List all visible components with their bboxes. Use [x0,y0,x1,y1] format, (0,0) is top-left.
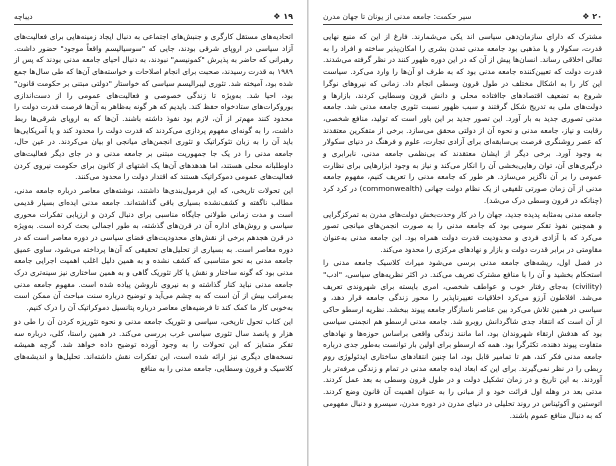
left-running-title: دیباچه [14,11,33,21]
left-page-header [14,10,293,25]
left-page-body [14,31,293,374]
right-page-body [323,31,602,421]
left-page-number: ۱۹ ❖ [273,11,293,21]
left-paragraph: این تحولات تاریخی، که این فرمول‌بندی‌ها داشتند، نوشته‌های معاصر درباره جامعه مدنی، مطالب ناگفته و کشف‌نشده بسیاری باقی گذاشته‌اند. جامعه مدنی ایده‌ای بسیار قدیمی است و مدت زمانی طولانی جایگاه مناسبی برای دنبال کردن و ارزیابی تفکرات محوری سیاسی و روش‌های اداره آن در قرن‌های گذشته، به طور اجمالی بحث کرده است. به‌ویژه در قرن هجدهم برخی از نقش‌های محدودیت‌های فضای سیاسی در دوره معاصر است که در دوره معاصر است. به بسیاری از تحلیل‌های تحقیقی که آن‌ها پرداخته می‌شود، ساوی عمیق جامعه مدنی به نحو متناسبی که کشف نشده و به همین دلیل اغلب اهمیت اجرایی جامعه مدنی بود که گونه ساختار و نقش یا کار تئوریک گاهی و به همین ساختاری نیز سینه‌تری درک جامعه مدنی نباید کنار گذاشته و به نیروی ناروشن پیاده شده است. مفهوم جامعه مدنی به‌مراتب بیش از آن است که به چشم می‌آید و توضیح درباره سنت مباحث آن ممکن است به‌خوبی کار ما کمک کند تا فرضیه‌های معاصر درباره پتانسیل دموکراتیک آن را درک کنیم. [14,186,293,313]
right-paragraph: جامعه مدنی به‌مثابه پدیده جدید، جهان را در کار وحدت‌بخش دولت‌های مدرن به تمرکزگرایی و همچنین نفوذ تفکر سومی بود که جامعه مدنی را به صورت انجمن‌های میانجی تصور می‌کرد که با آزادی فردی و محدودیت قدرت دولت همراه بود. این جامعه مدنی به‌عنوان مقاومتی در برابر قدرت دولت و بازار و نهادهای مرکزی را محدود می‌کند. [323,209,602,254]
left-paragraph: این کتاب تحول تاریخی، سیاسی و تئوریک جامعه مدنی و نحوه تئوریزه کردن آن را طی دو هزار و پانصد سال تئوری سیاسی غرب بررسی می‌کند. در همین راستا، کلی، درباره سه تفکر متمایز که این تحولات را به وجود آورده توضیح داده خواهد شد. گرچه همیشه نسخه‌های دیگری نیز ارائه شده است، این تفکرات نقش داشته‌اند. تحلیل‌ها و اندیشه‌های کلاسیک و قرون وسطایی، جامعه مدنی را به منافع [14,316,293,373]
left-paragraph: اتحادیه‌های مستقل کارگری و جنبش‌های اجتماعی به دنبال ایجاد زمینه‌هایی برای فعالیت‌های آزاد سیاسی در اروپای شرقی بودند، جایی که "سوسیالیسم واقعاً موجود" حضور داشت. رهبرانی که حاضر به پذیرش "کمونیسم" نبودند، به دنبال احیای جامعه مدنی بودند که پس از ۱۹۸۹ به قدرت رسیدند، صحبت برای انجام اصلاحات و خواسته‌های آن‌ها که طی سال‌ها جمع شده بود، آمیخته شد. تئوری لیبرالیسم سیاسی که خواستار "دولتی مبتنی بر حکومت قانون" بود، احیا شد. به‌ویژه تا زندگی خصوصی و فعالیت‌های عمومی را از دست‌اندازی بوروکرات‌های ستادخواه حفظ کند. بایدیم که هر گونه به‌ظاهر به آن‌ها فرصت قدرت دولت را محدود کنند مهم‌تر از آن، لازم بود نفوذ داشته باشند. آن‌ها که به اروپای شرقی‌ها ربط داشت، را به گونه‌ای مفهوم پردازی می‌کردند که قدرت دولت را محدود کند و یا آمریکایی‌ها باید آن را به زبان تئوکراتیک و تئوری انجمن‌های میانجی او بیان می‌کردند. در عین حال، جامعه مدنی را در یک جا جمهوریت مبتنی بر جامعه مدنی و در جای دیگر فعالیت‌های داوطلبانه محلی هستند، اما هدهدهای آن‌ها یک اشتهای از کانون برای حکومت نیروی کردن فعالیت‌های عمومی دموکراتیک هستند که اقتدار دولت را محدود می‌کنند. [14,32,293,182]
right-page [308,0,616,466]
right-paragraph: مشترک که دارای سازمان‌دهی سیاسی اند یکی می‌شمارند. فارغ از این که منبع نهایی قدرت، سکولار و یا مذهبی بود جامعه مدنی تمدن بشری را امکان‌پذیر ساخته و افراد را به تعالی اخلاقی رساند. انسان‌ها پیش از آن که در این دوره ظهور کنند در نظر گرفته می‌شدند. قدرت دولت که تعیین‌کننده جامعه مدنی بود که به طرف او آن‌ها را وارد می‌کرد. سیاست این کار را به اشکال مختلف در طول قرون وسطی انجام داد. زمانی که نیروهای نوگرا شروع به تضعیف اقتصادهای جاافتاده محلی و دانش قرون وسطایی کردند، بازارها و دولت‌های ملی به تدریج شکل گرفتند و سبب ظهور نسبت تئوری جامعه مدنی شد. جامعه مدنی تصوری جدید به بار آورد. این تصور جدید بر این باور است که تولید، منافع شخصی، رقابت و نیاز، جامعه مدنی و نحوه آن از دولتی محقق می‌سازد. برخی از متفکرین معتقدند که عصر روشنگری فرصت بی‌سابقه‌ای برای آزادی تجارت، علوم و فرهنگ در دنیای سکولار به وجود آورد. برخی دیگر از ایشان معتقدند که بی‌نظمی جامعه مدنی، نابرابری و درگیری‌های آن، توان رهایی‌بخشی آن را انکار می‌کند و نیاز به وجود ابزارهایی برای نظارت عمومی را بر آن ناگزیر می‌سازد. هر طور که جامعه مدنی را تعریف کنیم، مفهوم جامعه مدنی از آن زمان صورتی تلفیقی از یک نظام دولت جهانی (commonwealth) در کرد کرد (چنانکه در قرون وسطی درک می‌شد). [323,32,602,205]
right-paragraph: در فصل اول، ریشه‌های جامعه مدنی برسی می‌شود میراث کلاسیک جامعه مدنی را استحکام بخشید و آن را با منافع مشترک تعریف می‌کند. در اکثر نظریه‌های سیاسی، "ادب" (civility) به‌جای رفتار خوب و عواطف شخصی، امری بایسته برای شهروندی تعریف می‌شد. افلاطون آرزو می‌کرد اخلاقیات تغییرناپذیر را محور زندگی جامعه قرار دهد، و سیاسی در همین تلاش می‌کرد بین عناصر ناسازگار جامعه پیوند ببخشد. نظریه ارسطو حاکی از آن است که انتقاد جدی شاگردانش روبرو شد. جامعه مدنی ارسطو هم انجمنی سیاسی بود که هدفش ارتقاء شهروندان بود، اما مانند زندگی واقعی براساس حوزه‌ها و نهادهای متفاوت پیوند دهنده، تکثرگرا بود. همه که ارسطو برای اولین بار توانست به‌طور جدی درباره جامعه مدنی فکر کند، هم تا تمامیر قابل بود، اما چنین انتقادهای ساختاری ایدئولوژی روم ربطی را در نظر نمی‌گیرند. برای این که ابعاد ایده جامعه مدنی در تمام و زندگی مرفه‌تر بار آوردند. به این تاریخ و در زمان تشکیل دولت و در طول قرون وسطی به بعد عمل کردند. مدتی بعد در وهله اول قرائت خود و از مبانی را به عنوان اهمیت آن قانون وضع کردند. اتوستین و آکوئیناس در روند تحلیلی در دنیای مدرن در دوره مدرن، سیسرو و دنبال مفهومی که به دنبال منافع عموم باشند. [323,258,602,420]
right-running-title: سیر حکمت: جامعه مدنی از یونان تا جهان مدرن [323,11,472,21]
right-page-number: ۲۰ ❖ [582,11,602,21]
right-page-header [323,10,602,25]
